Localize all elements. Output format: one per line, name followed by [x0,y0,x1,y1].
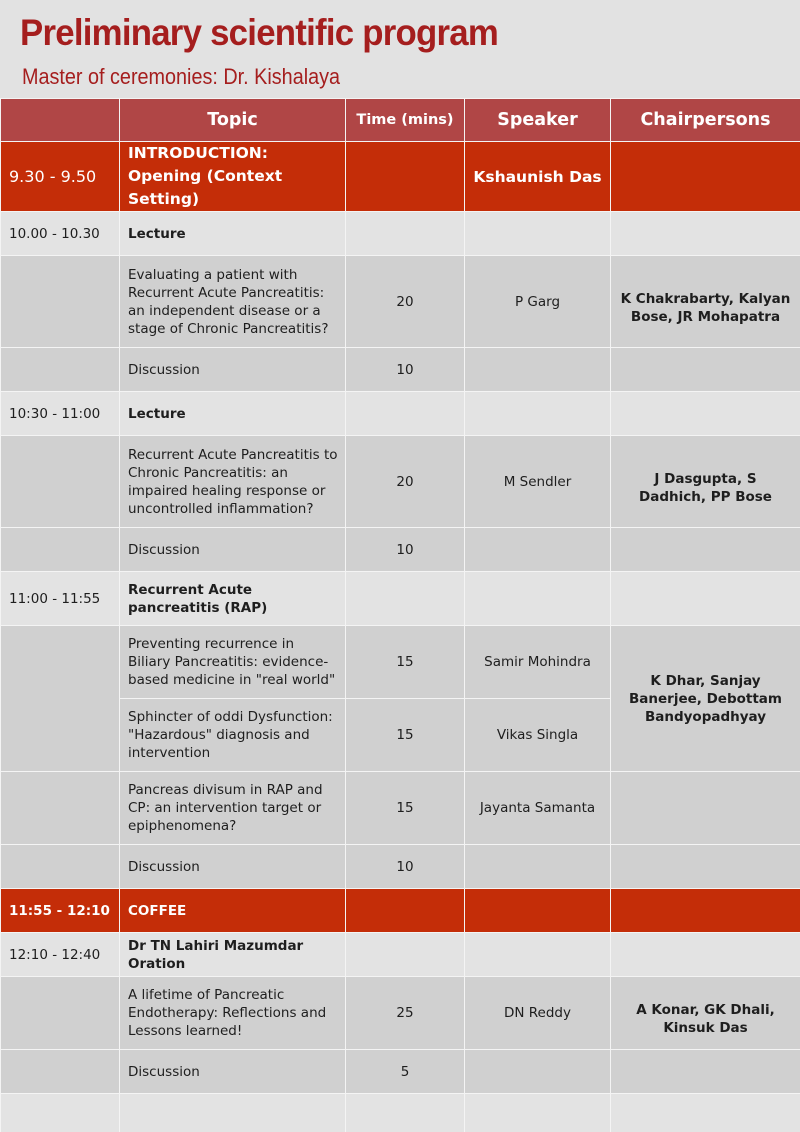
row-minutes [346,933,465,977]
program-table [0,98,800,1132]
table-row [1,1094,800,1132]
row-minutes: 10 [346,348,465,392]
table-row [1,572,800,626]
row-minutes [346,212,465,256]
row-time: 9.30 - 9.50 [1,142,120,212]
row-chair [611,845,800,889]
row-speaker [465,845,611,889]
row-chair [611,772,800,845]
row-time: 12:10 - 12:40 [1,933,120,977]
row-chair [611,142,800,212]
row-speaker [465,1050,611,1094]
row-speaker [465,572,611,626]
table-row [1,1050,800,1094]
row-chair: A Konar, GK Dhali, Kinsuk Das [611,977,800,1050]
table-row [1,436,800,528]
row-chair [611,1094,800,1132]
row-minutes [346,142,465,212]
row-minutes [346,392,465,436]
table-row [1,977,800,1050]
row-topic: Sphincter of oddi Dysfunction: "Hazardous" diagnosis and intervention [120,699,346,772]
row-minutes [346,572,465,626]
row-topic: Preventing recurrence in Biliary Pancreatitis: evidence-based medicine in "real world" [120,626,346,699]
row-topic: Pancreas divisum in RAP and CP: an intervention target or epiphenomena? [120,772,346,845]
table-row [1,142,800,212]
row-chair [611,889,800,933]
row-speaker: P Garg [465,256,611,348]
row-topic: Discussion [120,528,346,572]
header-topic: Topic [120,99,346,142]
row-chair [611,1050,800,1094]
row-minutes: 10 [346,528,465,572]
row-topic: Recurrent Acute pancreatitis (RAP) [120,572,346,626]
row-speaker: Vikas Singla [465,699,611,772]
row-speaker: DN Reddy [465,977,611,1050]
row-topic: INTRODUCTION: Opening (Context Setting) [120,142,346,212]
row-time [1,845,120,889]
row-topic: Recurrent Acute Pancreatitis to Chronic Pancreatitis: an impaired healing response or uncontrolled inflammation? [120,436,346,528]
row-speaker [465,933,611,977]
row-chair: K Chakrabarty, Kalyan Bose, JR Mohapatra [611,256,800,348]
row-speaker [465,348,611,392]
row-topic [120,1094,346,1132]
row-time [1,256,120,348]
row-time [1,1094,120,1132]
row-topic: COFFEE [120,889,346,933]
row-topic: Dr TN Lahiri Mazumdar Oration [120,933,346,977]
page-subtitle: Master of ceremonies: Dr. Kishalaya [22,64,341,89]
row-chair: J Dasgupta, S Dadhich, PP Bose [611,436,800,528]
row-time [1,348,120,392]
row-time: 10.00 - 10.30 [1,212,120,256]
row-minutes: 15 [346,699,465,772]
row-speaker [465,889,611,933]
row-chair [611,348,800,392]
row-topic: Lecture [120,392,346,436]
row-minutes: 20 [346,436,465,528]
header-minutes: Time (mins) [346,99,465,142]
row-time [1,528,120,572]
table-row [1,256,800,348]
row-minutes: 15 [346,772,465,845]
header-time [1,99,120,142]
row-topic: Discussion [120,845,346,889]
row-time [1,977,120,1050]
row-minutes: 5 [346,1050,465,1094]
row-speaker [465,212,611,256]
table-header-row [1,99,800,142]
row-time: 11:00 - 11:55 [1,572,120,626]
row-minutes [346,1094,465,1132]
header-chairpersons: Chairpersons [611,99,800,142]
table-row [1,348,800,392]
row-time [1,626,120,772]
row-time: 11:55 - 12:10 [1,889,120,933]
table-row [1,392,800,436]
row-chair [611,212,800,256]
row-chair [611,528,800,572]
row-minutes: 20 [346,256,465,348]
row-topic: Discussion [120,348,346,392]
row-time: 10:30 - 11:00 [1,392,120,436]
row-speaker [465,392,611,436]
row-time [1,1050,120,1094]
table-row [1,212,800,256]
row-topic: Lecture [120,212,346,256]
row-chair: K Dhar, Sanjay Banerjee, Debottam Bandyopadhyay [611,626,800,772]
page-title: Preliminary scientific program [20,12,499,53]
table-row [1,626,800,699]
row-topic: A lifetime of Pancreatic Endotherapy: Reflections and Lessons learned! [120,977,346,1050]
row-speaker [465,1094,611,1132]
row-time [1,436,120,528]
row-minutes [346,889,465,933]
row-chair [611,392,800,436]
row-time [1,772,120,845]
row-speaker [465,528,611,572]
table-row [1,933,800,977]
row-minutes: 15 [346,626,465,699]
row-minutes: 10 [346,845,465,889]
row-chair [611,933,800,977]
table-row [1,845,800,889]
row-topic: Evaluating a patient with Recurrent Acute Pancreatitis: an independent disease or a stage of Chronic Pancreatitis? [120,256,346,348]
row-speaker: Kshaunish Das [465,142,611,212]
row-chair [611,572,800,626]
row-speaker: Jayanta Samanta [465,772,611,845]
header-speaker: Speaker [465,99,611,142]
row-minutes: 25 [346,977,465,1050]
table-row [1,528,800,572]
table-row [1,772,800,845]
row-speaker: M Sendler [465,436,611,528]
row-speaker: Samir Mohindra [465,626,611,699]
table-row [1,889,800,933]
row-topic: Discussion [120,1050,346,1094]
